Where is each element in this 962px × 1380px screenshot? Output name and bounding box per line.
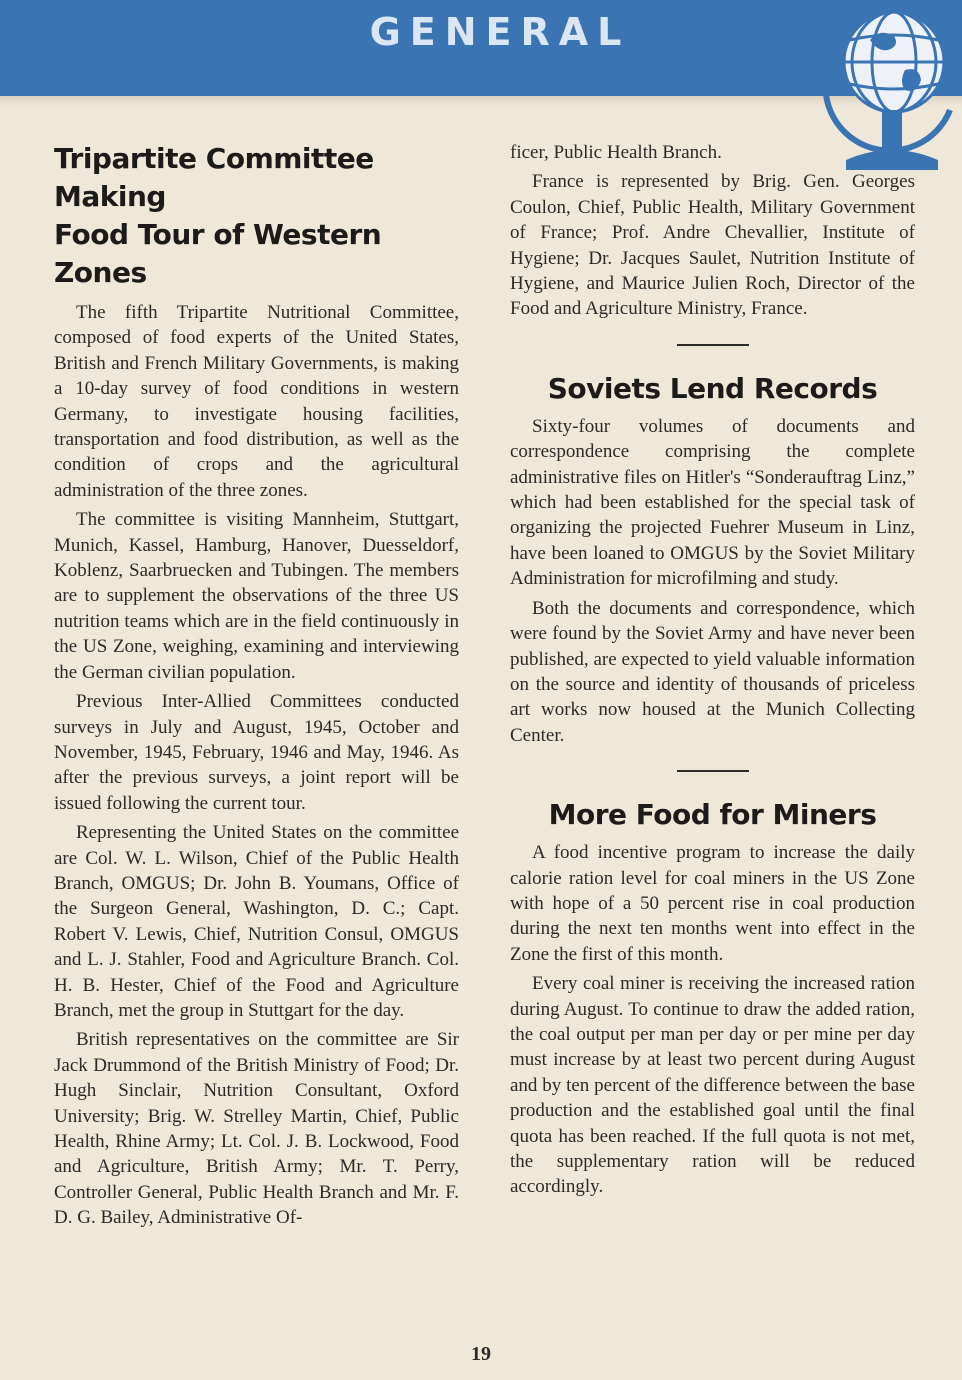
- article-paragraph: British representatives on the committee are Sir Jack Drummond of the British Ministry of Food; Dr. Hugh Sinclair, Nutrition Consultant, Oxford University; Brig. W. Strelley Martin, Chief, Public Health, Rhine Army; Lt. Col. J. B. Lockwood, Food and Agriculture, British Army; Mr. T. Perry, Controller General, Public Health Branch and Mr. F. D. G. Bailey, Administrative Of-: [54, 1029, 459, 1229]
- article-headline: Soviets Lend Records: [547, 371, 878, 405]
- article-paragraph: Previous Inter-Allied Committees conducted surveys in July and August, 1945, October and November, 1945, February, 1946 and May, 1946. As after the previous surveys, a joint report will be issued following the current tour.: [54, 691, 459, 814]
- section-title: GENERAL: [369, 10, 631, 54]
- article-paragraph: The fifth Tripartite Nutritional Committee, composed of food experts of the United States, British and French Military Governments, is making a 10-day survey of food conditions in western Germany, to investigate housing facilities, transportation and food distribution, as well as the condition of crops and the agricultural administration of the three zones.: [54, 302, 459, 501]
- article-headline: More Food for Miners: [548, 798, 877, 832]
- page-number: 19: [471, 1343, 491, 1365]
- article-paragraph: A food incentive program to increase the daily calorie ration level for coal miners in the US Zone with hope of a 50 percent rise in coal production during the next ten months went into effect in the Zone the first of this month.: [510, 842, 915, 965]
- article-paragraph: Every coal miner is receiving the increased ration during August. To continue to draw the added ration, the coal output per man per day or per mine per day must increase by at least two percent during August and by ten percent of the difference between the base production and the established goal until the final quota has been reached. If the full quota is not met, the supplementary ration will be reduced accordingly.: [510, 973, 915, 1198]
- article-paragraph: The committee is visiting Mannheim, Stuttgart, Munich, Kassel, Hamburg, Hanover, Duesseldorf, Koblenz, Saarbruecken and Tubingen. The members are to supplement the observations of the three US nutrition teams which are in the field continuously in the US Zone, weighing, examining and interviewing the German civilian population.: [54, 509, 459, 683]
- headline-line: Food Tour of Western Zones: [54, 218, 382, 289]
- article-paragraph: Both the documents and correspondence, which were found by the Soviet Army and have never been published, are expected to yield valuable information on the source and identity of thousands of priceless art works now housed at the Munich Collecting Center.: [510, 597, 915, 746]
- article-paragraph-continued: ficer, Public Health Branch.: [510, 142, 722, 163]
- article-paragraph: Sixty-four volumes of documents and correspondence comprising the complete administrative files on Hitler's “Sonderauftrag Linz,” which had been established for the special task of organizing the projected Fuehrer Museum in Linz, have been loaned to OMGUS by the Soviet Military Administration for microfilming and study.: [510, 415, 915, 590]
- article-headline: [54, 140, 459, 292]
- headline-line: Tripartite Committee Making: [54, 142, 374, 213]
- right-column: [510, 140, 915, 1204]
- article-paragraph: Representing the United States on the committee are Col. W. L. Wilson, Chief of the Public Health Branch, OMGUS; Dr. John B. Youmans, Office of the Surgeon General, Washington, D. C.; Capt. Robert V. Lewis, Chief, Nutrition Consul, OMGUS and L. J. Stahler, Food and Agriculture Branch. Col. H. B. Hester, Chief of the Food and Agriculture Branch, met the group in Stuttgart for the day.: [54, 822, 459, 1021]
- section-divider: [677, 344, 749, 346]
- article-paragraph: France is represented by Brig. Gen. Georges Coulon, Chief, Public Health, Military Government of France; Prof. Andre Chevallier, Institute of Hygiene; Dr. Jacques Saulet, Nutrition Institute of Hygiene, and Maurice Julien Roch, Director of the Food and Agriculture Ministry, France.: [510, 171, 915, 320]
- section-divider: [677, 770, 749, 772]
- left-column: [54, 128, 459, 1235]
